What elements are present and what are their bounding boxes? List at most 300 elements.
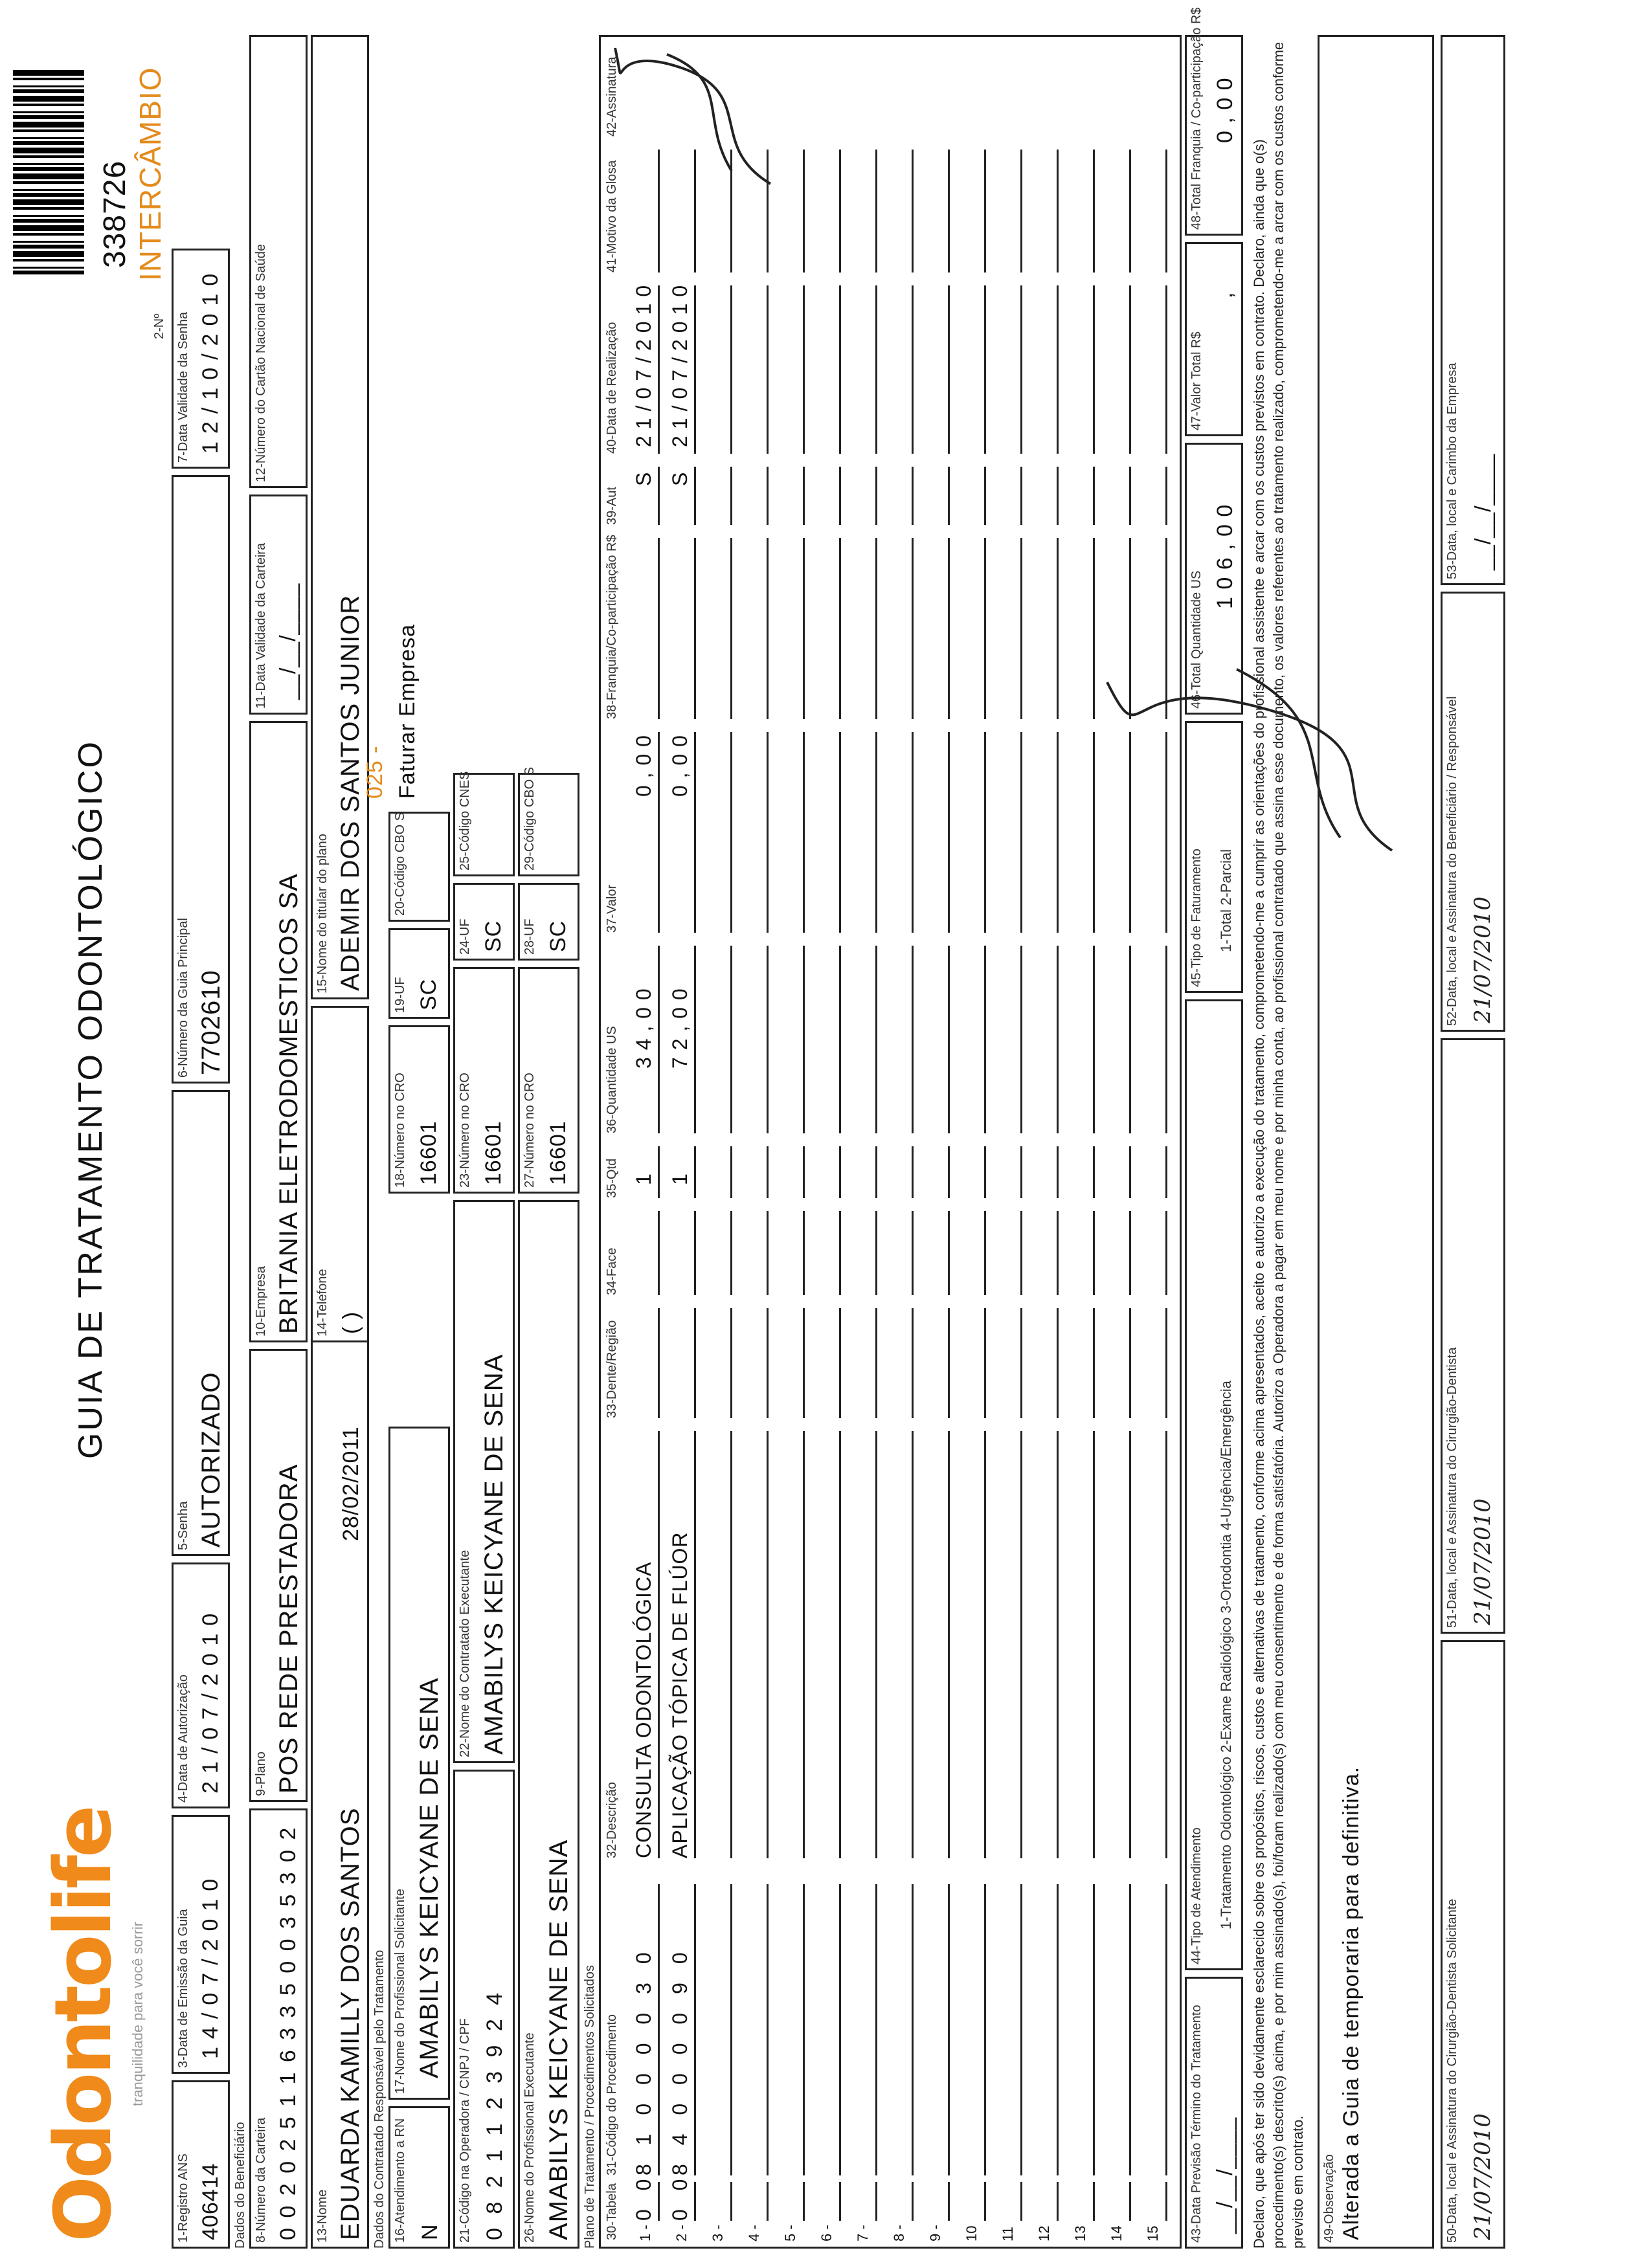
cell-baseline — [912, 1146, 914, 1198]
cell-baseline — [948, 150, 950, 272]
codigo-cell: 8 4 0 0 0 0 9 0 — [668, 1946, 691, 2175]
cell-baseline — [658, 538, 660, 719]
field-27: 27-Número no CRO 16601 — [518, 967, 579, 1194]
field-46: 46-Total Quantidade US 1 0 6 , 0 0 — [1185, 443, 1243, 715]
cell-baseline — [1020, 1431, 1022, 1858]
row-number: 15 — [1145, 2225, 1161, 2241]
table-row — [736, 37, 772, 2247]
cell-baseline — [948, 732, 950, 933]
barcode-icon — [13, 67, 84, 274]
cell-baseline — [912, 946, 914, 1133]
cell-baseline — [839, 150, 841, 272]
field-5: 5-Senha AUTORIZADO — [172, 1090, 230, 1556]
cell-baseline — [1020, 467, 1022, 525]
logo-tagline: tranquilidade para você sorrir — [129, 1922, 146, 2106]
cell-baseline — [694, 946, 696, 1133]
cell-baseline — [730, 1211, 732, 1295]
field-44: 44-Tipo de Atendimento 1-Tratamento Odontológico 2-Exame Radiológico 3-Ortodontia 4-Urgência/Emergência — [1185, 999, 1243, 1970]
table-row — [1098, 37, 1134, 2247]
cell-baseline — [1020, 2182, 1022, 2221]
us-cell: 7 2 , 0 0 — [668, 988, 691, 1069]
data-cell: 21/07/2010 — [668, 278, 691, 447]
cell-baseline — [948, 467, 950, 525]
field-23: 23-Número no CRO 16601 — [453, 967, 515, 1194]
cell-baseline — [1165, 1884, 1167, 2175]
table-header: 35-Qtd — [605, 1158, 619, 1198]
row-number: 10 — [963, 2225, 980, 2241]
row-number: 14 — [1108, 2225, 1125, 2241]
field-52: 52-Data, local e Assinatura do Beneficiário / Responsável 21/07/2010 — [1441, 592, 1505, 1032]
cell-baseline — [1020, 1884, 1022, 2175]
cell-baseline — [875, 467, 877, 525]
atendimento-rn: N — [418, 2223, 442, 2240]
cell-baseline — [1057, 1211, 1059, 1295]
table-header: 34-Face — [605, 1247, 619, 1295]
cell-baseline — [1129, 285, 1131, 454]
cell-baseline — [767, 1211, 769, 1295]
cell-baseline — [694, 1211, 696, 1295]
cell-baseline — [1129, 150, 1131, 272]
cell-baseline — [1165, 150, 1167, 272]
field-13: 13-Nome EDUARDA KAMILLY DOS SANTOS 28/02/2011 — [311, 1006, 369, 2249]
section-beneficiario: Dados do Beneficiário — [233, 2122, 247, 2249]
cell-baseline — [839, 1211, 841, 1295]
cell-baseline — [658, 732, 660, 933]
cell-baseline — [948, 1146, 950, 1198]
cell-baseline — [839, 732, 841, 933]
cell-baseline — [875, 1211, 877, 1295]
cell-baseline — [984, 467, 986, 525]
cell-baseline — [730, 467, 732, 525]
field-51: 51-Data, local e Assinatura do Cirurgião-Dentista 21/07/2010 — [1441, 1038, 1505, 1634]
data-handwritten: 28/02/2011 — [339, 1426, 363, 1541]
cell-baseline — [1020, 150, 1022, 272]
cell-baseline — [1057, 1146, 1059, 1198]
cell-baseline — [912, 732, 914, 933]
section-plano: Plano de Tratamento / Procedimentos Solicitados — [583, 1964, 597, 2249]
cell-baseline — [984, 1431, 986, 1858]
contratado-executante: AMABILYS KEICYANE DE SENA — [480, 1353, 508, 1755]
cell-baseline — [1129, 1884, 1131, 2175]
senha: AUTORIZADO — [197, 1372, 225, 1548]
cell-baseline — [1020, 946, 1022, 1133]
cell-baseline — [1093, 1146, 1095, 1198]
data-assinatura-solicitante: 21/07/2010 — [1470, 2113, 1496, 2240]
cell-baseline — [839, 285, 841, 454]
company-logo — [39, 1808, 129, 2242]
cell-baseline — [730, 732, 732, 933]
cell-baseline — [694, 732, 696, 933]
validade-senha: 12/10/2010 — [198, 265, 223, 454]
franquia-cell: 0 , 0 0 — [668, 735, 691, 797]
cell-baseline — [875, 1884, 877, 2175]
table-header: 37-Valor — [605, 884, 619, 933]
cell-baseline — [803, 467, 805, 525]
table-row — [699, 37, 736, 2247]
cell-baseline — [658, 285, 660, 454]
field-22: 22-Nome do Contratado Executante AMABILYS KEICYANE DE SENA — [453, 1200, 515, 1763]
cell-baseline — [694, 2182, 696, 2221]
page-title: GUIA DE TRATAMENTO ODONTOLÓGICO — [72, 740, 109, 1459]
cell-baseline — [1165, 1308, 1167, 1418]
cell-baseline — [912, 467, 914, 525]
codigo-cell: 8 1 0 0 0 0 3 0 — [632, 1946, 655, 2175]
cell-baseline — [948, 1211, 950, 1295]
row-number: 3 - — [710, 2225, 726, 2241]
table-header: 30-Tabela — [605, 2183, 619, 2240]
data-emissao: 14/07/2010 — [198, 1871, 223, 2059]
qtd-cell: 1 — [668, 1173, 691, 1185]
row-number: 8 - — [891, 2225, 907, 2241]
descricao-cell: CONSULTA ODONTOLÓGICA — [632, 1561, 655, 1858]
cell-baseline — [1093, 467, 1095, 525]
cell-baseline — [948, 285, 950, 454]
cell-baseline — [1093, 285, 1095, 454]
cell-baseline — [984, 150, 986, 272]
cell-baseline — [984, 732, 986, 933]
intercambio-label: INTERCÂMBIO — [133, 67, 167, 281]
field-20: 20-Código CBO S — [388, 812, 450, 922]
field-53: 53-Data, local e Carimbo da Empresa __/__/____ — [1441, 35, 1505, 585]
cell-baseline — [730, 946, 732, 1133]
cell-baseline — [767, 467, 769, 525]
field-50: 50-Data, local e Assinatura do Cirurgião-Dentista Solicitante 21/07/2010 — [1441, 1640, 1505, 2249]
field-15: 15-Nome do titular do plano ADEMIR DOS SANTOS JUNIOR — [311, 35, 369, 999]
cell-baseline — [1057, 946, 1059, 1133]
declaration-text: Declaro, que após ter sido devidamente esclarecido sobre os propósitos, riscos, custos e alternativas de tratamento, conforme acima apresentados, aceito e autorizo a execução do tratamento, comprometendo-me a cumprir as orientações do profissional assistente e arcar com os custos previstos em contrato. Declaro, ainda que o(s) procedimento(s) descrito(s) acima, e por mim assinado(s), foi/foram realizado(s) com meu consentimento e de forma satisfatória. Autorizo a Operadora a pagar em meu nome e por minha conta, ao profissional contratado que assina esse documento, os valores referentes ao tratamento realizado, comprometendo-me a arcar com os custos conforme previsto em contrato. — [1251, 41, 1306, 2249]
table-row — [953, 37, 989, 2247]
cell-baseline — [948, 1308, 950, 1418]
cell-baseline — [984, 538, 986, 719]
signature-scribble-icon — [1068, 617, 1457, 876]
registro-ans: 406414 — [198, 2162, 223, 2240]
cell-baseline — [767, 946, 769, 1133]
aut-cell: S — [668, 471, 691, 486]
cell-baseline — [694, 467, 696, 525]
cell-baseline — [912, 1884, 914, 2175]
table-row — [881, 37, 917, 2247]
cell-baseline — [1165, 467, 1167, 525]
field-26: 26-Nome do Profissional Executante AMABILYS KEICYANE DE SENA — [518, 1200, 579, 2249]
cell-baseline — [803, 150, 805, 272]
cell-baseline — [1020, 1146, 1022, 1198]
cell-baseline — [1165, 1146, 1167, 1198]
field-8: 8-Número da Carteira 0 0 2 0 2 5 1 1 6 3 3 5 0 0 3 5 3 0 2 — [249, 1808, 308, 2249]
field-48: 48-Total Franquia / Co-participação R$ 0 , 0 0 — [1185, 35, 1243, 236]
cell-baseline — [767, 2182, 769, 2221]
cell-baseline — [803, 1431, 805, 1858]
cell-baseline — [658, 1146, 660, 1198]
cell-baseline — [912, 1431, 914, 1858]
cell-baseline — [767, 1431, 769, 1858]
table-header: 32-Descrição — [605, 1782, 619, 1858]
field-16: 16-Atendimento a RN N — [388, 2106, 450, 2249]
row-number: 2 - — [673, 2225, 690, 2241]
cell-baseline — [730, 1431, 732, 1858]
table-row — [627, 37, 663, 2247]
cell-baseline — [912, 538, 914, 719]
table-header: 38-Franquia/Co-participação R$ — [605, 535, 619, 719]
cell-baseline — [730, 1884, 732, 2175]
telefone: ( ) — [339, 1311, 363, 1334]
cell-baseline — [912, 285, 914, 454]
previsao-termino: __/__/____ — [1213, 2117, 1237, 2234]
cell-baseline — [948, 1431, 950, 1858]
data-autorizacao: 21/07/2010 — [198, 1605, 223, 1794]
cell-baseline — [875, 538, 877, 719]
field-4: 4-Data de Autorização 21/07/2010 — [172, 1562, 230, 1808]
data-carimbo-empresa: __/__/____ — [1471, 453, 1496, 570]
cell-baseline — [767, 538, 769, 719]
cell-baseline — [875, 1308, 877, 1418]
cell-baseline — [730, 538, 732, 719]
cell-baseline — [1093, 2182, 1095, 2221]
field-9: 9-Plano POS REDE PRESTADORA — [249, 1349, 308, 1802]
cell-baseline — [658, 467, 660, 525]
table-header: 42-Assinatura — [605, 56, 619, 137]
table-row — [808, 37, 844, 2247]
cell-baseline — [912, 150, 914, 272]
row-number: 11 — [1000, 2227, 1016, 2241]
field-1: 1-Registro ANS 406414 — [172, 2080, 230, 2249]
cell-baseline — [839, 1146, 841, 1198]
valor-total: , — [1213, 291, 1237, 298]
data-cell: 21/07/2010 — [632, 278, 655, 447]
guia-principal: 7702610 — [197, 970, 225, 1075]
field-28: 28-UF SC — [518, 883, 579, 961]
cell-baseline — [1129, 946, 1131, 1133]
table-header: 33-Dente/Região — [605, 1320, 619, 1418]
row-number: 5 - — [782, 2225, 798, 2241]
row-number: 1 - — [637, 2225, 653, 2241]
cell-baseline — [803, 1884, 805, 2175]
table-header: 41-Motivo da Glosa — [605, 160, 619, 272]
table-header: 31-Código do Procedimento — [605, 2014, 619, 2175]
cell-baseline — [1129, 1431, 1131, 1858]
cell-baseline — [694, 285, 696, 454]
cell-baseline — [1129, 1211, 1131, 1295]
cell-baseline — [767, 1884, 769, 2175]
descricao-cell: APLICAÇÃO TÓPICA DE FLÚOR — [668, 1531, 691, 1858]
row-number: 4 - — [746, 2225, 762, 2241]
field-3: 3-Data de Emissão da Guia 14/07/2010 — [172, 1815, 230, 2074]
uf-executante: SC — [546, 920, 570, 952]
cell-baseline — [1129, 1146, 1131, 1198]
cell-baseline — [658, 1308, 660, 1418]
total-franquia: 0 , 0 0 — [1213, 77, 1237, 143]
cell-baseline — [1020, 732, 1022, 933]
table-row — [1134, 37, 1171, 2247]
numero-carteira: 0 0 2 0 2 5 1 1 6 3 3 5 0 0 3 5 3 0 2 — [276, 1825, 300, 2240]
tipo-atendimento-options: 1-Tratamento Odontológico 2-Exame Radiológico 3-Ortodontia 4-Urgência/Emergência — [1218, 1381, 1234, 1929]
cell-baseline — [767, 732, 769, 933]
field-21: 21-Código na Operadora / CNPJ / CPF 0 8 2 1 1 2 3 9 2 4 — [453, 1770, 515, 2249]
table-row — [844, 37, 881, 2247]
cell-baseline — [730, 1146, 732, 1198]
field-17: 17-Nome do Profissional Solicitante AMABILYS KEICYANE DE SENA — [388, 1427, 450, 2100]
row-number: 6 - — [818, 2225, 835, 2241]
cell-baseline — [1165, 1211, 1167, 1295]
table-row — [663, 37, 699, 2247]
cell-baseline — [1020, 538, 1022, 719]
tipo-faturamento-options: 1-Total 2-Parcial — [1218, 849, 1234, 952]
cell-baseline — [658, 1431, 660, 1858]
cell-baseline — [875, 2182, 877, 2221]
cell-baseline — [1057, 285, 1059, 454]
field-14: 14-Telefone ( ) — [311, 1006, 369, 1342]
guia-number: 338726 — [98, 160, 132, 268]
tabela-cell: 0 0 — [632, 2172, 655, 2221]
cell-baseline — [1057, 1308, 1059, 1418]
uf-solicitante: SC — [416, 978, 441, 1010]
field-43: 43-Data Previsão Término do Tratamento __/__/____ — [1185, 1977, 1243, 2249]
logo-text: Odontolife — [39, 1807, 129, 2242]
cell-baseline — [1093, 1431, 1095, 1858]
cell-baseline — [984, 1146, 986, 1198]
row-number: 9 - — [927, 2225, 943, 2241]
cro-contratado: 16601 — [481, 1120, 506, 1185]
uf-contratado: SC — [481, 920, 506, 952]
cell-baseline — [1129, 1308, 1131, 1418]
cell-baseline — [730, 2182, 732, 2221]
cell-baseline — [839, 538, 841, 719]
cell-baseline — [694, 1431, 696, 1858]
cell-baseline — [803, 732, 805, 933]
cell-baseline — [984, 946, 986, 1133]
field-29: 29-Código CBO S — [518, 773, 579, 876]
cell-baseline — [984, 285, 986, 454]
cell-baseline — [658, 1211, 660, 1295]
cell-baseline — [912, 2182, 914, 2221]
cell-baseline — [1057, 732, 1059, 933]
nome-beneficiario: EDUARDA KAMILLY DOS SANTOS — [336, 1807, 365, 2240]
cell-baseline — [875, 946, 877, 1133]
cell-baseline — [984, 1308, 986, 1418]
cell-baseline — [803, 1211, 805, 1295]
procedures-table — [599, 35, 1182, 2249]
codigo-025: 025 - — [363, 745, 387, 799]
cell-baseline — [948, 2182, 950, 2221]
cell-baseline — [839, 1884, 841, 2175]
cell-baseline — [658, 2182, 660, 2221]
franquia-cell: 0 , 0 0 — [632, 735, 655, 797]
cell-baseline — [767, 285, 769, 454]
table-row — [1062, 37, 1098, 2247]
codigo-operadora: 0 8 2 1 1 2 3 9 2 4 — [482, 1988, 507, 2240]
faturar-empresa: Faturar Empresa — [395, 623, 420, 799]
cell-baseline — [948, 1884, 950, 2175]
field-49: 49-Observação Alterada a Guia de temporaria para definitiva. — [1318, 35, 1434, 2249]
table-row — [1026, 37, 1062, 2247]
cell-baseline — [767, 1308, 769, 1418]
cell-baseline — [839, 1308, 841, 1418]
field-12: 12-Número do Cartão Nacional de Saúde — [249, 35, 308, 488]
table-header: 40-Data de Realização — [605, 322, 619, 454]
cell-baseline — [1020, 1211, 1022, 1295]
cell-baseline — [1057, 467, 1059, 525]
cell-baseline — [1093, 150, 1095, 272]
us-cell: 3 4 , 0 0 — [632, 988, 655, 1069]
cell-baseline — [839, 946, 841, 1133]
cell-baseline — [1165, 1431, 1167, 1858]
cell-baseline — [803, 1308, 805, 1418]
cell-baseline — [767, 1146, 769, 1198]
cell-baseline — [948, 946, 950, 1133]
table-row — [989, 37, 1026, 2247]
cell-baseline — [1165, 285, 1167, 454]
field-6: 6-Número da Guia Principal 7702610 — [172, 475, 230, 1084]
cell-baseline — [875, 285, 877, 454]
cell-baseline — [875, 732, 877, 933]
cell-baseline — [839, 467, 841, 525]
cell-baseline — [1165, 2182, 1167, 2221]
cell-baseline — [730, 1308, 732, 1418]
cell-baseline — [948, 538, 950, 719]
cell-baseline — [694, 1146, 696, 1198]
cell-baseline — [984, 1884, 986, 2175]
field-19: 19-UF SC — [388, 928, 450, 1019]
cro-executante: 16601 — [546, 1120, 570, 1185]
field-18: 18-Número no CRO 16601 — [388, 1025, 450, 1194]
number-label: 2-Nº — [152, 313, 166, 339]
field-10: 10-Empresa BRITANIA ELETRODOMESTICOS SA — [249, 721, 308, 1342]
total-quantidade-us: 1 0 6 , 0 0 — [1213, 504, 1237, 609]
cell-baseline — [1057, 150, 1059, 272]
table-header: 36-Quantidade US — [605, 1026, 619, 1133]
row-number: 13 — [1072, 2225, 1088, 2241]
field-45: 45-Tipo de Faturamento 1-Total 2-Parcial — [1185, 721, 1243, 993]
cell-baseline — [803, 946, 805, 1133]
row-number: 7 - — [855, 2225, 871, 2241]
cro-solicitante: 16601 — [416, 1120, 441, 1185]
cell-baseline — [1129, 2182, 1131, 2221]
section-contratado: Dados do Contratado Responsável pelo Tratamento — [372, 1950, 387, 2249]
table-row — [917, 37, 953, 2247]
cell-baseline — [875, 150, 877, 272]
cell-baseline — [984, 1211, 986, 1295]
cell-baseline — [839, 1431, 841, 1858]
observacao-text: Alterada a Guia de temporaria para definitiva. — [1339, 1766, 1364, 2240]
cell-baseline — [875, 1146, 877, 1198]
table-row — [772, 37, 808, 2247]
cell-baseline — [1057, 1884, 1059, 2175]
profissional-solicitante: AMABILYS KEICYANE DE SENA — [415, 1677, 444, 2078]
cell-baseline — [1093, 1884, 1095, 2175]
cell-baseline — [1057, 2182, 1059, 2221]
cell-baseline — [1057, 1431, 1059, 1858]
field-24: 24-UF SC — [453, 883, 515, 961]
tabela-cell: 0 0 — [668, 2172, 691, 2221]
cell-baseline — [730, 285, 732, 454]
cell-baseline — [1093, 946, 1095, 1133]
cell-baseline — [803, 2182, 805, 2221]
cell-baseline — [803, 538, 805, 719]
cell-baseline — [694, 1308, 696, 1418]
table-header: 39-Aut — [605, 487, 619, 525]
field-47: 47-Valor Total R$ , — [1185, 242, 1243, 436]
cell-baseline — [984, 2182, 986, 2221]
cell-baseline — [1020, 1308, 1022, 1418]
profissional-executante: AMABILYS KEICYANE DE SENA — [545, 1839, 573, 2240]
cell-baseline — [658, 1884, 660, 2175]
cell-baseline — [694, 538, 696, 719]
cell-baseline — [1057, 538, 1059, 719]
field-25: 25-Código CNES — [453, 773, 515, 876]
field-11: 11-Data Validade da Carteira __/__/____ — [249, 495, 308, 715]
cell-baseline — [1165, 946, 1167, 1133]
titular-plano: ADEMIR DOS SANTOS JUNIOR — [336, 594, 365, 991]
empresa: BRITANIA ELETRODOMESTICOS SA — [275, 873, 303, 1334]
